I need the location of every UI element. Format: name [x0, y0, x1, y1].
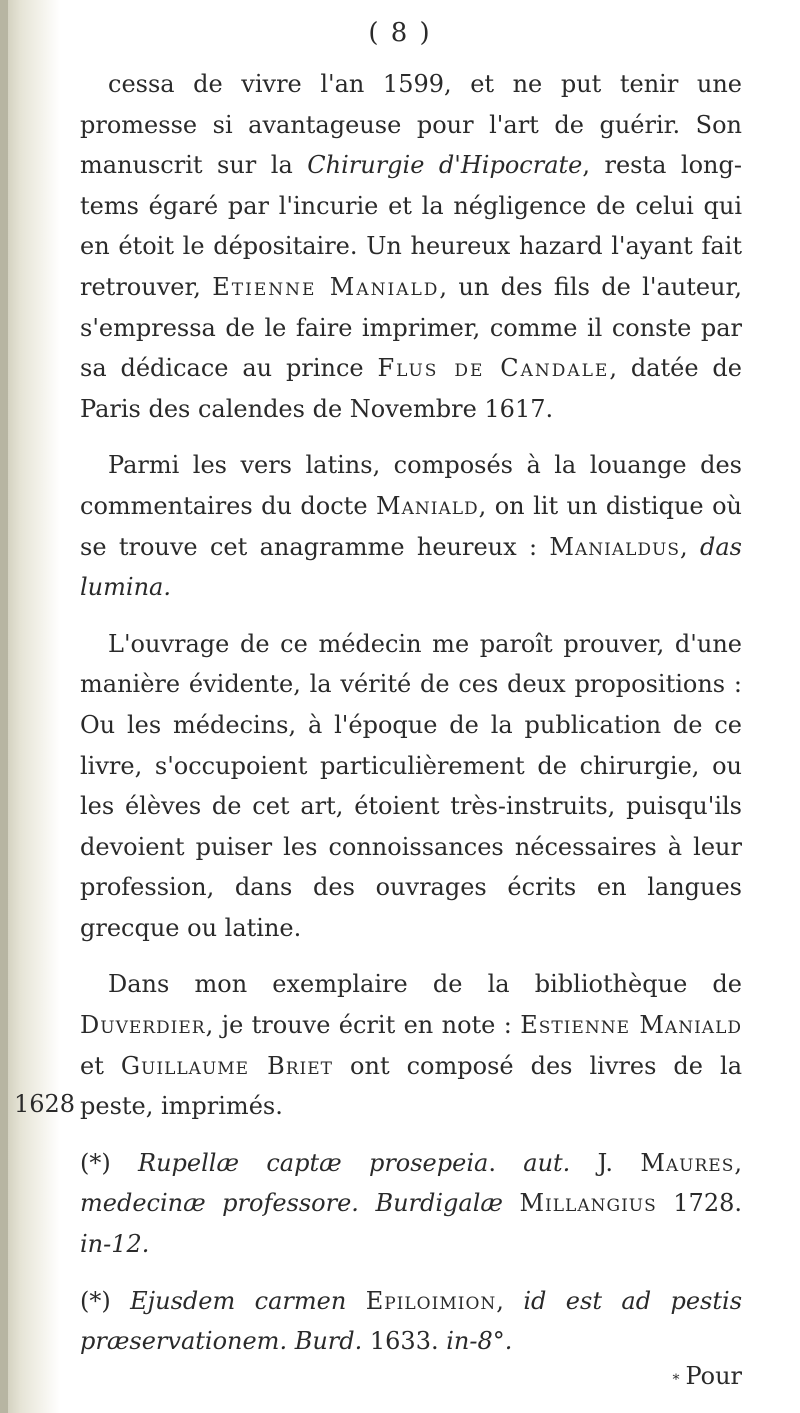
person-name: Duverdier	[80, 1011, 206, 1040]
footnote-2: (*) Ejusdem carmen Epiloimion, id est ad pestis præservationem. Burd. 1633. in-8°.	[80, 1286, 743, 1356]
anagram: das lumina.	[80, 532, 742, 602]
paragraph-4: Dans mon exemplaire de la bibliothèque de Duverdier, je trouve écrit en note : Estienne Maniald et Guillaume Briet ont composé des livres de la peste, imprimés.	[80, 970, 742, 1121]
paragraph-2: Parmi les vers latins, composés à la louange des commentaires du docte Maniald, on lit un distique où se trouve cet anagramme heureux : Manialdus, das lumina.	[80, 451, 742, 602]
work-name: Epiloimion	[365, 1286, 497, 1315]
person-name: Flus de Candale	[377, 354, 610, 383]
person-name: Maniald	[376, 491, 479, 520]
book-title: Ejusdem carmen	[130, 1286, 347, 1315]
footnote-1: (*) Rupellæ captæ prosepeia. aut. J. Maures, medecinæ professore. Burdigalæ Millangius 1728. in-12.	[80, 1148, 742, 1259]
gutter-shadow	[0, 0, 8, 1413]
paragraph-1: cessa de vivre l'an 1599, et ne put tenir une promesse si avantageuse pour l'art de guérir. Son manuscrit sur la Chirurgie d'Hipocrate, resta long-tems égaré par l'incurie et la négligence de celui qui en étoit le dépositaire. Un heureux hazard l'ayant fait retrouver, Etienne Maniald, un des fils de l'auteur, s'empressa de le faire imprimer, comme il conste par sa dédicace au prince Flus de Candale, datée de Paris des calendes de Novembre 1617.	[80, 70, 742, 423]
person-name: Guillaume Briet	[120, 1051, 334, 1080]
person-name: Maures	[640, 1148, 735, 1177]
person-name: Manialdus	[549, 532, 681, 561]
book-gutter	[0, 0, 60, 1413]
margin-year-note: 1628	[14, 1090, 76, 1118]
catchword-line	[672, 1362, 742, 1390]
signature-mark: *	[672, 1372, 680, 1388]
person-name: Estienne Maniald	[520, 1011, 742, 1040]
catchword: Pour	[685, 1362, 742, 1390]
book-title: Rupellæ captæ prosepeia	[138, 1148, 489, 1177]
person-name: Etienne Maniald	[212, 272, 440, 301]
page-number: ( 8 )	[368, 18, 432, 48]
body-text	[80, 64, 742, 1378]
printer-name: Millangius	[519, 1189, 657, 1218]
book-title: Chirurgie d'Hipocrate	[307, 151, 583, 180]
paragraph-3: L'ouvrage de ce médecin me paroît prouver, d'une manière évidente, la vérité de ces deux propositions : Ou les médecins, à l'époque de la publication de ce livre, s'occupoient particulièrement de chirurgie, ou les élèves de cet art, étoient très-instruits, puisqu'ils devoient puiser les connoissances nécessaires à leur profession, dans des ouvrages écrits en langues grecque ou latine.	[80, 629, 742, 942]
